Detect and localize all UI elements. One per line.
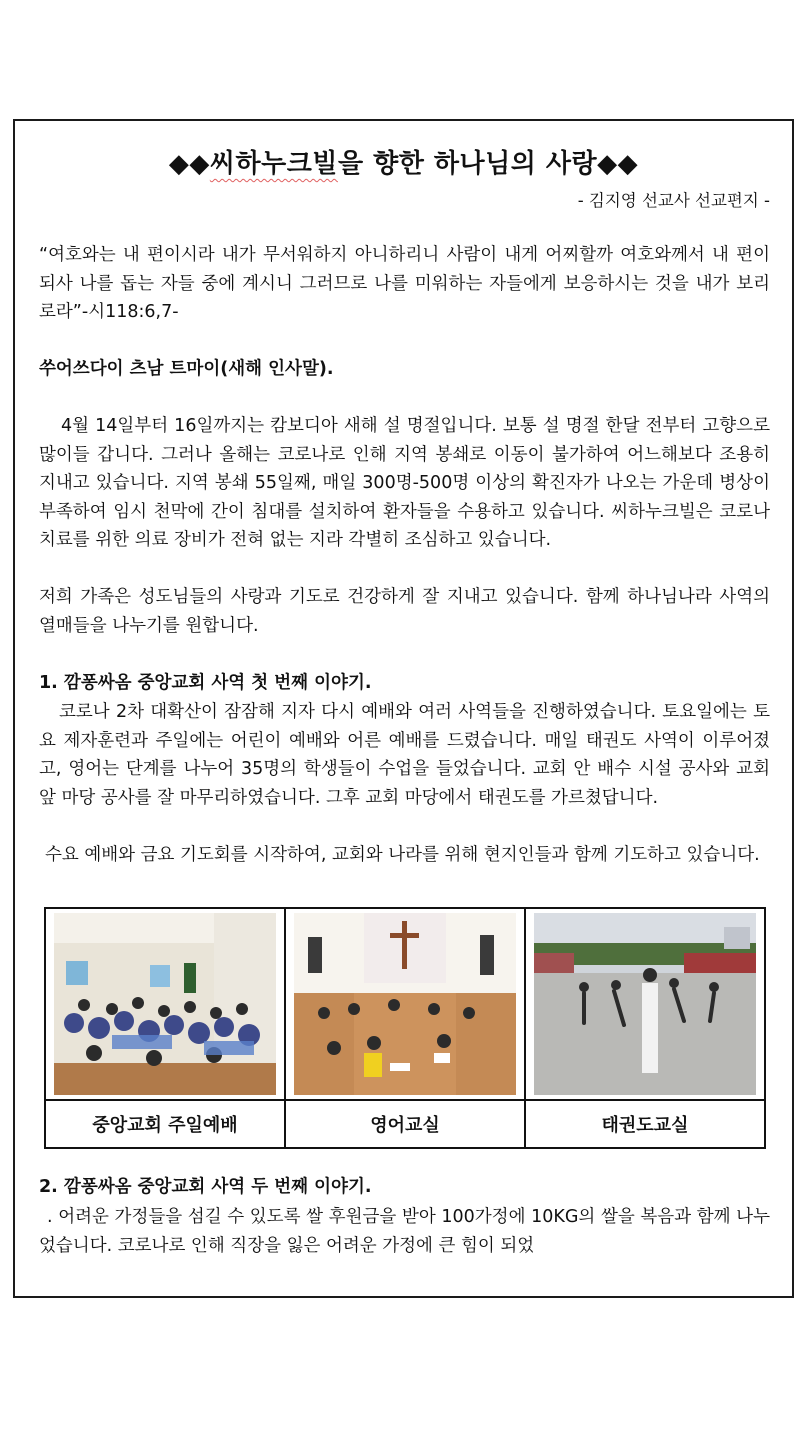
greeting-heading: 쑤어쓰다이 츠남 트마이(새해 인사말).: [39, 359, 334, 379]
photo-table: [44, 907, 766, 1149]
section1-paragraph-2: 수요 예배와 금요 기도회를 시작하여, 교회와 나라를 위해 현지인들과 함께 기도하고 있습니다.: [45, 845, 760, 865]
photo-cell-english: [285, 908, 525, 1100]
caption-taekwondo: 태권도교실: [525, 1100, 765, 1148]
photo-cell-worship: [45, 908, 285, 1100]
photo-cell-taekwondo: [525, 908, 765, 1100]
bible-verse: “여호와는 내 편이시라 내가 무서워하지 아니하리니 사람이 내게 어찌할까 여호와께서 내 편이 되사 나를 돕는 자들 중에 계시니 그러므로 나를 미워하는 자들에게 보응하시는 것을 내가 보리로라”-시118:6,7-: [39, 245, 770, 322]
english-class-photo: [294, 913, 516, 1095]
caption-english: 영어교실: [285, 1100, 525, 1148]
title-prefix: ◆◆: [168, 149, 210, 179]
worship-photo: [54, 913, 276, 1095]
section2-heading: 2. 깜퐁싸옴 중앙교회 사역 두 번째 이야기.: [39, 1177, 372, 1197]
letter-title: [15, 143, 792, 180]
section1-paragraph-1: 코로나 2차 대확산이 잠잠해 지자 다시 예배와 여러 사역들을 진행하였습니다. 토요일에는 토요 제자훈련과 주일에는 어린이 예배와 어른 예배를 드렸습니다. 매일 태권도 사역이 이루어졌고, 영어는 단계를 나누어 35명의 학생들이 수업을 들었습니다. 교회 안 배수 시설 공사와 교회앞 마당 공사를 잘 마무리하였습니다. 그후 교회 마당에서 태권도를 가르쳤답니다.: [39, 702, 770, 808]
greeting-paragraph-2: 저희 가족은 성도님들의 사랑과 기도로 건강하게 잘 지내고 있습니다. 함께 하나님나라 사역의 열매들을 나누기를 원합니다.: [39, 587, 770, 636]
taekwondo-photo: [534, 913, 756, 1095]
title-rest: 을 향한 하나님의 사랑◆◆: [337, 149, 639, 179]
greeting-paragraph-1: 4월 14일부터 16일까지는 캄보디아 새해 설 명절입니다. 보통 설 명절 한달 전부터 고향으로 많이들 갑니다. 그러나 올해는 코로나로 인해 지역 봉쇄로 이동이 불가하여 어느해보다 조용히 지내고 있습니다. 지역 봉쇄 55일째, 매일 300명-500명 이상의 확진자가 나오는 가운데 병상이 부족하여 임시 천막에 간이 침대를 설치하여 환자들을 수용하고 있습니다. 씨하누크빌은 코로나 치료를 위한 의료 장비가 전혀 없는 지라 각별히 조심하고 있습니다.: [39, 416, 770, 550]
caption-worship: 중앙교회 주일예배: [45, 1100, 285, 1148]
section2-paragraph-1: . 어려운 가정들을 섬길 수 있도록 쌀 후원금을 받아 100가정에 10KG의 쌀을 복음과 함께 나누었습니다. 코로나로 인해 직장을 잃은 어려운 가정에 큰 힘이 되었: [39, 1207, 770, 1256]
section1-heading: 1. 깜퐁싸옴 중앙교회 사역 첫 번째 이야기.: [39, 673, 372, 693]
letter-page: [13, 119, 794, 1298]
title-city: 씨하누크빌: [209, 149, 338, 179]
byline: - 김지영 선교사 선교편지 -: [577, 191, 770, 210]
